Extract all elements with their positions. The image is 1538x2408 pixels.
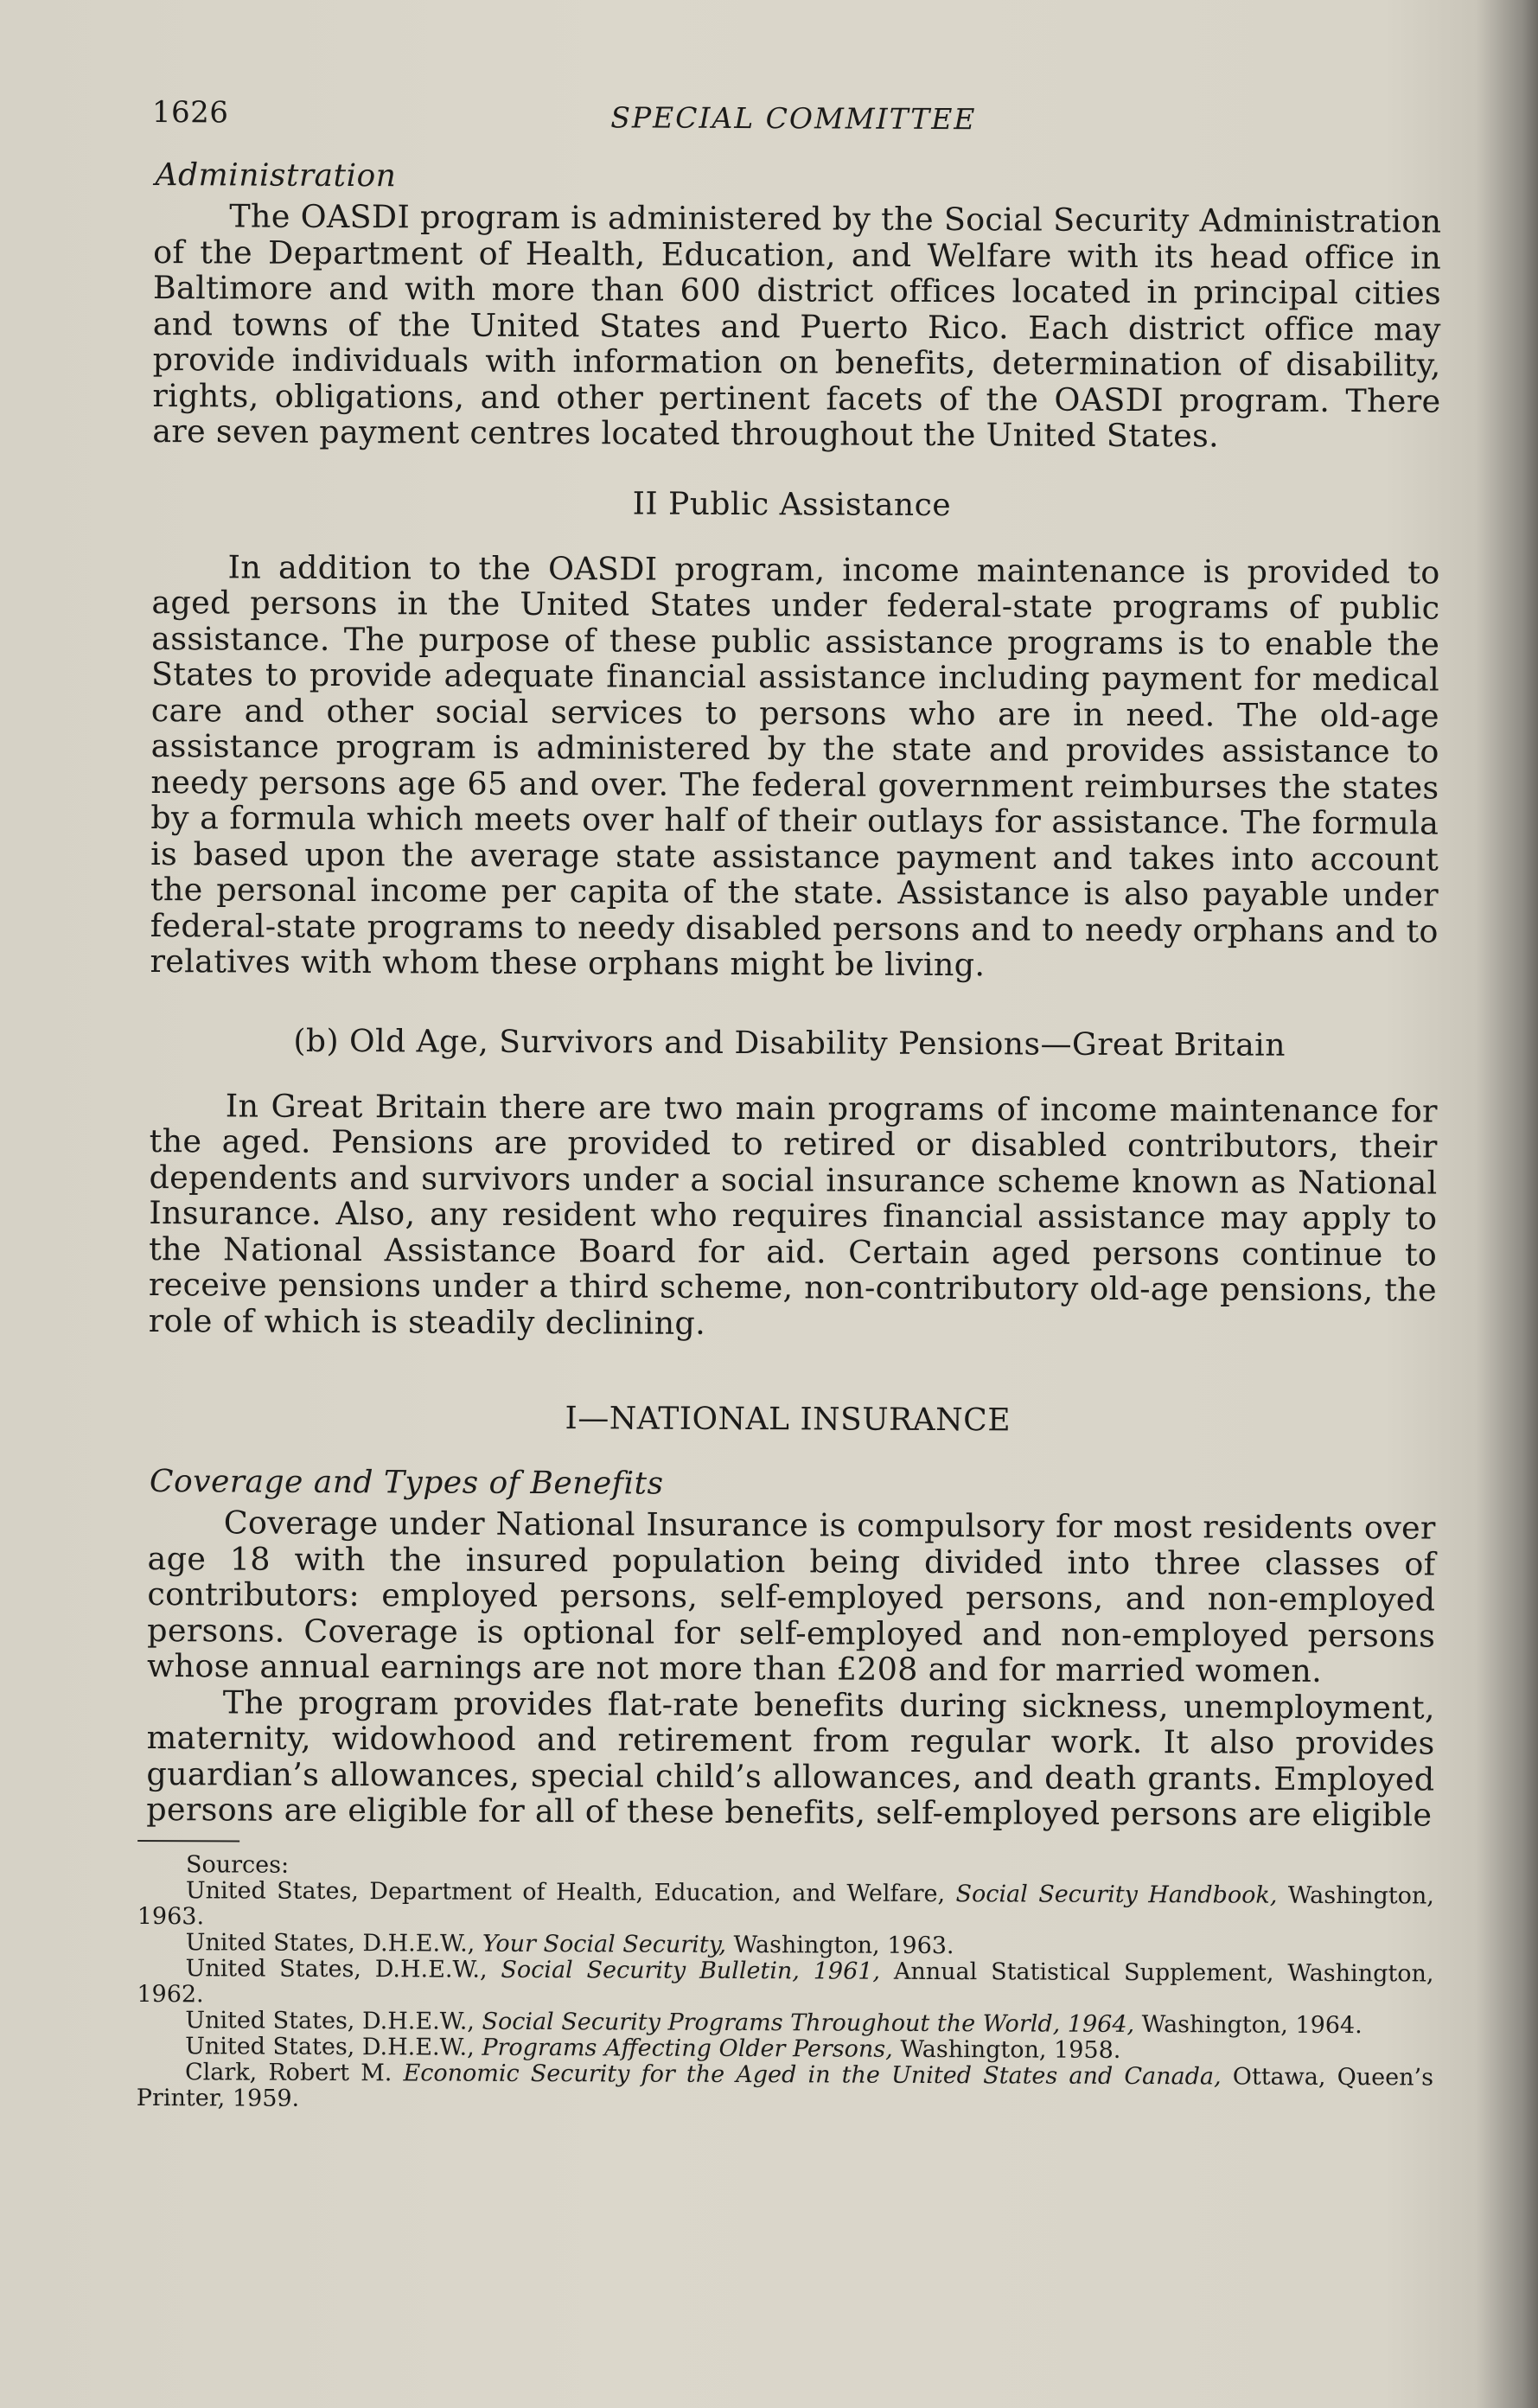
source-author: United States, D.H.E.W., bbox=[185, 2006, 482, 2035]
source-author: Clark, Robert M. bbox=[184, 2058, 404, 2086]
public-assistance-heading: II Public Assistance bbox=[632, 485, 952, 523]
source-title: Social Security Programs Throughout the World, 1964, bbox=[482, 2008, 1135, 2038]
administration-paragraph: The OASDI program is administered by the Social Security Administration of the Department of Health, Education, and Welfare with its head office in Baltimore and with more than 600 district offices located in principal cities and towns of the United States and Puerto Rico. Each district office may provide individuals with information on benefits, determination of disability, rights, obligations, and other pertinent facets of the OASDI program. There are seven payment centres located throughout the United States. bbox=[152, 197, 1442, 455]
great-britain-paragraph: In Great Britain there are two main programs of income maintenance for the aged. Pensions are provided to retired or disabled contributors, their dependents and survivors under a social insurance scheme known as National Insurance. Also, any resident who requires financial assistance may apply to the National Assistance Board for aid. Certain aged persons continue to receive pensions under a third scheme, non-contributory old-age pensions, the role of which is steadily declining. bbox=[148, 1086, 1438, 1342]
page-number: 1626 bbox=[151, 95, 229, 131]
coverage-paragraph-2: The program provides flat-rate benefits during sickness, unemployment, maternity, widowhood and retirement from regular work. It also provides guardian’s allowances, special child’s allowances, and death grants. Employed persons are eligible for all of these benefits, self-employed persons are eligible bbox=[146, 1683, 1435, 1834]
source-item bbox=[137, 1877, 1434, 1935]
source-publication: Washington, 1963. bbox=[725, 1931, 954, 1959]
source-item bbox=[137, 2059, 1433, 2117]
sources-footnote bbox=[137, 1851, 1434, 2117]
source-title: Social Security Bulletin, 1961, bbox=[501, 1956, 881, 1985]
footnote-rule bbox=[137, 1839, 239, 1842]
source-publication: Washington, 1963. bbox=[137, 1881, 1434, 1930]
source-publication: Washington, 1958. bbox=[892, 2035, 1121, 2064]
source-author: United States, D.H.E.W., bbox=[185, 1928, 482, 1958]
source-title: Programs Affecting Older Persons, bbox=[482, 2034, 893, 2063]
page-header bbox=[145, 86, 1442, 153]
source-title: Social Security Handbook, bbox=[955, 1880, 1278, 1909]
sources-label: Sources: bbox=[185, 1850, 290, 1879]
source-title: Economic Security for the Aged in the United States and Canada, bbox=[403, 2059, 1222, 2090]
source-title: Your Social Security, bbox=[482, 1930, 727, 1958]
running-head: SPECIAL COMMITTEE bbox=[610, 100, 977, 137]
coverage-paragraph-1: Coverage under National Insurance is compulsory for most residents over age 18 with the insured population being divided into three classes of contributors: employed persons, self-employed persons, and non-employed persons. Coverage is optional for self-employed and non-employed persons whose annual earnings are not more than £208 and for married women. bbox=[146, 1504, 1436, 1689]
coverage-heading: Coverage and Types of Benefits bbox=[149, 1464, 664, 1502]
public-assistance-paragraph: In addition to the OASDI program, income maintenance is provided to aged persons in the United States under federal-state programs of public assistance. The purpose of these public assistance programs is to enable the States to provide adequate financial assistance including payment for medical care and other social services to persons who are in need. The old-age assistance program is administered by the state and provides assistance to needy persons age 65 and over. The federal government reimburses the states by a formula which meets over half of their outlays for assistance. The formula is based upon the average state assistance payment and takes into account the personal income per capita of the state. Assistance is also payable under federal-state programs to needy disabled persons and to needy orphans and to relatives with whom these orphans might be living. bbox=[150, 547, 1440, 984]
source-item bbox=[137, 1955, 1433, 2013]
source-author: United States, D.H.E.W., bbox=[185, 1954, 501, 1983]
page-content bbox=[137, 86, 1442, 2117]
source-author: United States, D.H.E.W., bbox=[185, 2032, 482, 2061]
great-britain-heading: (b) Old Age, Survivors and Disability Pensions—Great Britain bbox=[293, 1023, 1286, 1063]
source-publication: Ottawa, Queen’s Printer, 1959. bbox=[136, 2062, 1434, 2112]
source-publication: Annual Statistical Supplement, Washington, 1962. bbox=[137, 1958, 1434, 2008]
source-author: United States, Department of Health, Education, and Welfare, bbox=[185, 1876, 956, 1907]
source-publication: Washington, 1964. bbox=[1134, 2010, 1363, 2039]
administration-heading: Administration bbox=[155, 157, 397, 195]
national-insurance-heading: I—NATIONAL INSURANCE bbox=[565, 1401, 1012, 1439]
